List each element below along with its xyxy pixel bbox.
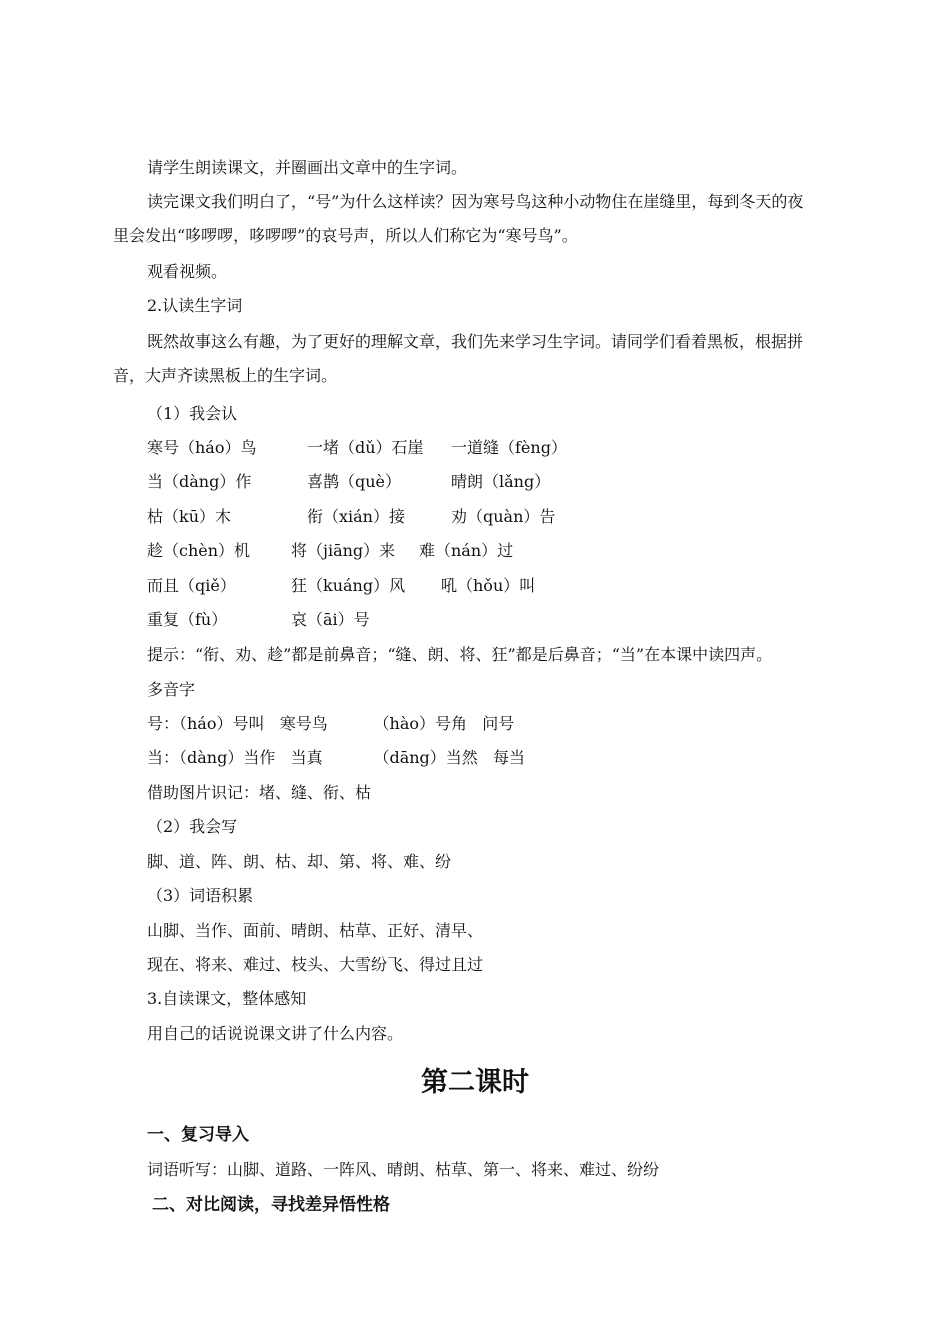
section-title: 2.认读生字词 xyxy=(147,296,243,315)
word-item: 难（nán）过 xyxy=(419,541,514,560)
word-item: 晴朗（lǎng） xyxy=(451,472,551,491)
word-item: 劝（quàn）告 xyxy=(451,507,556,526)
paragraph: 用自己的话说说课文讲了什么内容。 xyxy=(147,1024,404,1043)
polyphone-line: 当：（dàng）当作 当真 （dāng）当然 每当 xyxy=(147,748,526,767)
subsection-title: （3）词语积累 xyxy=(147,886,254,905)
word-row xyxy=(147,541,860,561)
section-title: 3.自读课文，整体感知 xyxy=(147,989,307,1008)
word-item: 一堵（dǔ）石崖 xyxy=(307,438,424,457)
word-item: 吼（hǒu）叫 xyxy=(441,576,536,595)
dictation-text: 词语听写：山脚、道路、一阵风、晴朗、枯草、第一、将来、难过、纷纷 xyxy=(147,1160,660,1179)
word-item: 喜鹊（què） xyxy=(307,472,402,491)
word-item: 枯（kū）木 xyxy=(147,507,232,526)
word-item: 将（jiāng）来 xyxy=(291,541,396,560)
word-item: 哀（āi）号 xyxy=(291,610,370,629)
subsection-title: （1）我会认 xyxy=(147,404,238,423)
word-item: 狂（kuáng）风 xyxy=(291,576,406,595)
polyphone-line: 号：（háo）号叫 寒号鸟 （hào）号角 问号 xyxy=(147,714,515,733)
word-item: 当（dàng）作 xyxy=(147,472,252,491)
word-item: 趁（chèn）机 xyxy=(147,541,251,560)
word-list: 山脚、当作、面前、晴朗、枯草、正好、清早、 xyxy=(147,921,484,940)
word-item: 衔（xián）接 xyxy=(307,507,405,526)
word-item: 寒号（háo）鸟 xyxy=(147,438,257,457)
paragraph: 借助图片识记：堵、缝、衔、枯 xyxy=(147,783,372,802)
paragraph: 既然故事这么有趣，为了更好的理解文章，我们先来学习生字词。请同学们看着黑板，根据拼 xyxy=(147,332,804,351)
subsection-title: 多音字 xyxy=(147,680,196,699)
subsection-title: （2）我会写 xyxy=(147,817,238,836)
paragraph: 观看视频。 xyxy=(147,262,228,281)
word-row xyxy=(147,472,860,492)
word-list: 脚、道、阵、朗、枯、却、第、将、难、纷 xyxy=(147,852,452,871)
word-item: 一道缝（fèng） xyxy=(451,438,567,457)
word-row xyxy=(147,507,860,527)
paragraph: 里会发出“哆啰啰，哆啰啰”的哀号声，所以人们称它为“寒号鸟”。 xyxy=(113,226,578,245)
word-list: 现在、将来、难过、枝头、大雪纷飞、得过且过 xyxy=(147,955,484,974)
hint-text: 提示：“衔、劝、趁”都是前鼻音；“缝、朗、将、狂”都是后鼻音；“当”在本课中读四声。 xyxy=(147,645,773,664)
word-item: 而且（qiě） xyxy=(147,576,236,595)
paragraph: 请学生朗读课文，并圈画出文章中的生字词。 xyxy=(147,158,468,177)
word-row xyxy=(147,576,860,596)
paragraph: 读完课文我们明白了，“号”为什么这样读？因为寒号鸟这种小动物住在崖缝里，每到冬天的夜 xyxy=(147,192,804,211)
lesson-title: 第二课时 xyxy=(421,1067,529,1098)
word-row xyxy=(147,610,860,630)
word-row xyxy=(147,438,860,458)
paragraph: 音，大声齐读黑板上的生字词。 xyxy=(113,366,338,385)
word-item: 重复（fù） xyxy=(147,610,228,629)
section-heading: 二、对比阅读，寻找差异悟性格 xyxy=(152,1195,390,1215)
section-heading: 一、复习导入 xyxy=(147,1125,249,1145)
